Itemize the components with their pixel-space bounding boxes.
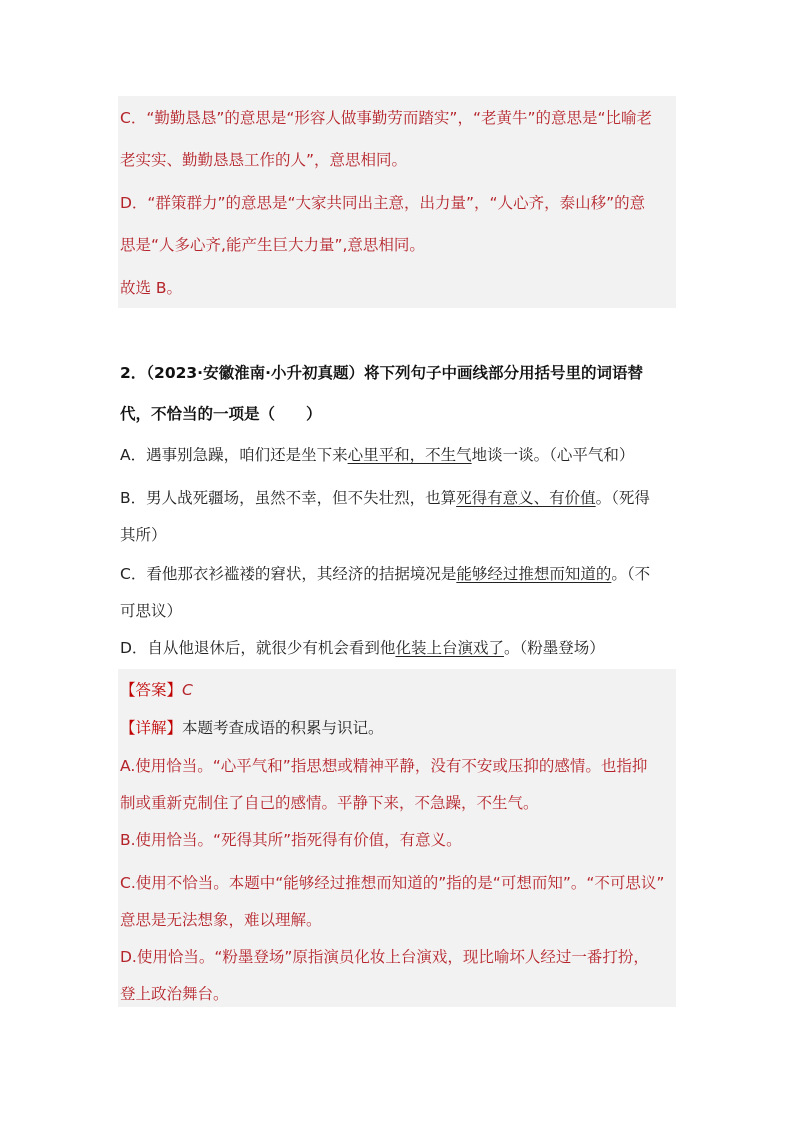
prev-option-c-line1: C．“勤勤恳恳”的意思是“形容人做事勤劳而踏实”，“老黄牛”的意思是“比喻老 xyxy=(120,109,653,127)
option-d-pre: D．自从他退休后，就很少有机会看到他 xyxy=(120,639,396,657)
detail-line xyxy=(120,717,384,739)
detail-b-line1: B.使用恰当。“死得其所”指死得有价值，有意义。 xyxy=(120,831,462,849)
answer-value: C xyxy=(182,681,193,699)
prev-option-c-line2: 老实实、勤勤恳恳工作的人”，意思相同。 xyxy=(120,151,408,169)
option-a-underline: 心里平和，不生气 xyxy=(347,446,472,464)
option-d-post: 。（粉墨登场） xyxy=(503,639,605,657)
answer-label: 【答案】 xyxy=(120,681,183,699)
prev-conclusion: 故选 B。 xyxy=(120,279,183,297)
option-a-pre: A．遇事别急躁，咱们还是坐下来 xyxy=(120,446,348,464)
option-b xyxy=(120,487,650,509)
option-c-line2: 可思议） xyxy=(120,602,183,620)
option-a xyxy=(120,444,634,466)
detail-a-line2: 制或重新克制住了自己的感情。平静下来，不急躁，不生气。 xyxy=(120,794,539,812)
detail-d-line2: 登上政治舞台。 xyxy=(120,985,229,1003)
option-c-post: 。（不 xyxy=(611,565,651,583)
detail-c-line1: C.使用不恰当。本题中“能够经过推想而知道的”指的是“可想而知”。“不可思议” xyxy=(120,874,665,892)
option-b-post: 。（死得 xyxy=(595,489,650,507)
option-d-underline: 化装上台演戏了 xyxy=(395,639,504,657)
detail-c-line2: 意思是无法想象，难以理解。 xyxy=(120,911,322,929)
detail-d-line1: D.使用恰当。“粉墨登场”原指演员化妆上台演戏，现比喻坏人经过一番打扮， xyxy=(120,948,649,966)
option-c-pre: C．看他那衣衫褴褛的窘状，其经济的拮据境况是 xyxy=(120,565,457,583)
question-stem-line2: 代，不恰当的一项是（ ） xyxy=(120,405,322,423)
option-b-underline: 死得有意义、有价值 xyxy=(456,489,596,507)
prev-option-d-line1: D．“群策群力”的意思是“大家共同出主意，出力量”，“人心齐，泰山移”的意 xyxy=(120,194,646,212)
question-stem-line1: 2．（2023·安徽淮南·小升初真题）将下列句子中画线部分用括号里的词语替 xyxy=(120,364,643,382)
detail-label: 【详解】 xyxy=(120,719,183,737)
option-c xyxy=(120,563,650,585)
detail-intro: 本题考查成语的积累与识记。 xyxy=(182,719,384,737)
option-b-line2: 其所） xyxy=(120,526,167,544)
prev-option-d-line2: 思是“人多心齐,能产生巨大力量”,意思相同。 xyxy=(120,236,425,254)
option-d xyxy=(120,637,605,659)
answer-line xyxy=(120,679,193,701)
option-c-underline: 能够经过推想而知道的 xyxy=(456,565,612,583)
option-b-pre: B．男人战死疆场，虽然不幸，但不失壮烈，也算 xyxy=(120,489,457,507)
option-a-post: 地谈一谈。（心平气和） xyxy=(471,446,635,464)
detail-a-line1: A.使用恰当。“心平气和”指思想或精神平静，没有不安或压抑的感情。也指抑 xyxy=(120,757,648,775)
